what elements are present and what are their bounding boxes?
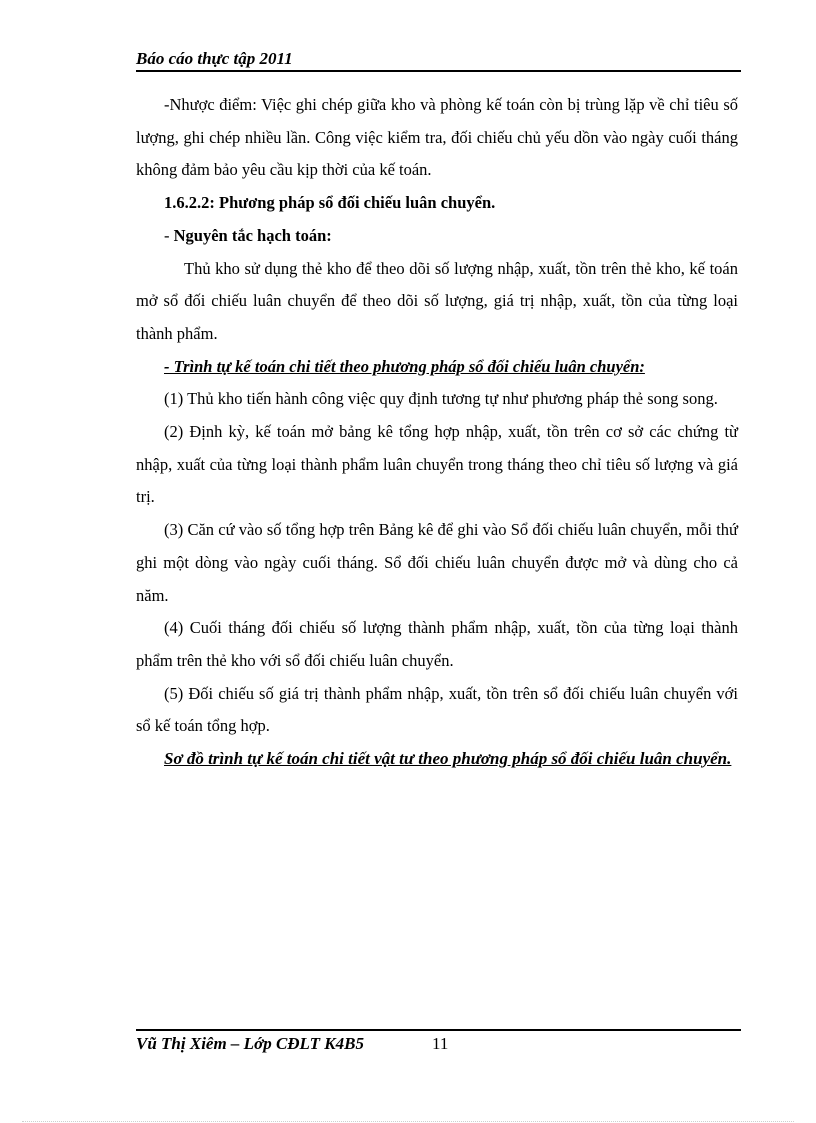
subheading-principle — [136, 220, 738, 253]
page-bottom-border — [22, 1121, 794, 1122]
diagram-title: Sơ đồ trình tự kế toán chi tiết vật tư theo phương pháp sổ đối chiếu luân chuyển. — [164, 749, 732, 769]
footer-author: Vũ Thị Xiêm – Lớp CĐLT K4B5 — [136, 1034, 364, 1053]
header-divider — [136, 70, 741, 72]
procedure-step-4: (4) Cuối tháng đối chiếu số lượng thành phẩm nhập, xuất, tồn của từng loại thành phẩm trên thẻ kho với sổ đối chiếu luân chuyển. — [136, 618, 738, 670]
procedure-heading: - Trình tự kế toán chi tiết theo phương pháp sổ đối chiếu luân chuyển: — [164, 356, 645, 376]
procedure-step-1: (1) Thủ kho tiến hành công việc quy định tương tự như phương pháp thẻ song song. — [164, 389, 718, 409]
page-number: 11 — [432, 1034, 449, 1053]
subheading-label: Nguyên tắc hạch toán: — [173, 225, 332, 245]
section-heading: 1.6.2.2: Phương pháp sổ đối chiếu luân chuyển. — [164, 193, 496, 213]
footer-divider — [136, 1029, 741, 1031]
procedure-step-5: (5) Đối chiếu số giá trị thành phẩm nhập, xuất, tồn trên sổ đối chiếu luân chuyển với sổ kế toán tổng hợp. — [136, 683, 738, 736]
paragraph-disadvantages: -Nhược điểm: Việc ghi chép giữa kho và phòng kế toán còn bị trùng lặp về chỉ tiêu số lượng, ghi chép nhiều lần. Công việc kiểm tra, đối chiếu chủ yếu dồn vào ngày cuối tháng không đảm bảo yêu cầu kịp thời của kế toán. — [136, 95, 738, 180]
paragraph-principle: Thủ kho sử dụng thẻ kho để theo dõi số lượng nhập, xuất, tồn trên thẻ kho, kế toán mở sổ đối chiếu luân chuyển để theo dõi số lượng, giá trị nhập, xuất, tồn của từng loại thành phẩm. — [136, 258, 738, 343]
subheading-dash: - — [164, 225, 174, 245]
page-header: Báo cáo thực tập 2011 — [136, 49, 293, 68]
procedure-step-2: (2) Định kỳ, kế toán mở bảng kê tổng hợp nhập, xuất, tồn trên cơ sở các chứng từ nhập, xuất của từng loại thành phẩm luân chuyển trong tháng theo chỉ tiêu số lượng và giá trị. — [136, 422, 738, 507]
page-footer — [136, 1034, 741, 1054]
procedure-step-3: (3) Căn cứ vào số tổng hợp trên Bảng kê để ghi vào Sổ đối chiếu luân chuyển, mỗi thứ ghi một dòng vào ngày cuối tháng. Sổ đối chiếu luân chuyển được mở và dùng cho cả năm. — [136, 520, 738, 605]
page-body — [136, 89, 738, 776]
